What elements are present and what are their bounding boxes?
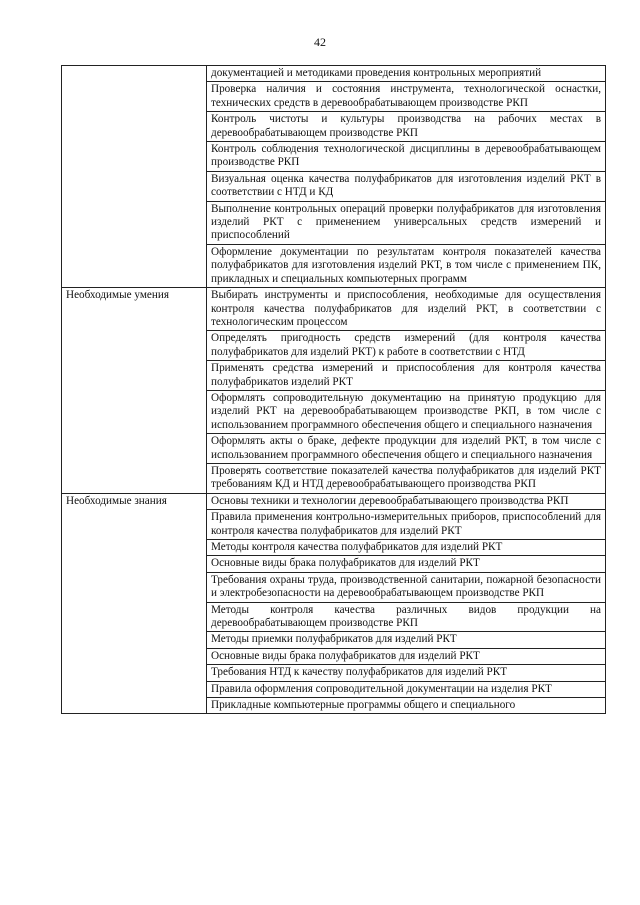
- specification-table-body: [62, 66, 606, 714]
- requirement-item: Оформлять сопроводительную документацию на принятую продукцию для изделий РКТ на деревообрабатывающем производстве РКП, в том числе с использованием программного обеспечения общего и специального назначения: [207, 390, 606, 433]
- requirement-item: Основы техники и технологии деревообрабатывающего производства РКП: [207, 493, 606, 509]
- requirement-item: Определять пригодность средств измерений (для контроля качества полуфабрикатов для изделий РКТ) к работе в соответствии с НТД: [207, 331, 606, 361]
- table-row: [62, 493, 606, 509]
- requirement-item: Методы приемки полуфабрикатов для изделий РКТ: [207, 632, 606, 648]
- requirement-item: Выполнение контрольных операций проверки полуфабрикатов для изготовления изделий РКТ с применением универсальных средств измерений и приспособлений: [207, 201, 606, 244]
- requirement-item: Визуальная оценка качества полуфабрикатов для изготовления изделий РКТ в соответствии с НТД и КД: [207, 171, 606, 201]
- requirement-item: Требования охраны труда, производственной санитарии, пожарной безопасности и электробезопасности на деревообрабатывающем производстве РКП: [207, 572, 606, 602]
- requirement-item: Проверять соответствие показателей качества полуфабрикатов для изделий РКТ требованиям КД и НТД деревообрабатывающего производства РКП: [207, 463, 606, 493]
- table-row: [62, 66, 606, 82]
- requirement-item: Основные виды брака полуфабрикатов для изделий РКТ: [207, 556, 606, 572]
- requirement-item: документацией и методиками проведения контрольных мероприятий: [207, 66, 606, 82]
- requirement-item: Контроль соблюдения технологической дисциплины в деревообрабатывающем производстве РКП: [207, 142, 606, 172]
- requirement-item: Правила применения контрольно-измерительных приборов, приспособлений для контроля качества полуфабрикатов для изделий РКТ: [207, 510, 606, 540]
- requirement-item: Методы контроля качества полуфабрикатов для изделий РКТ: [207, 540, 606, 556]
- specification-table: [61, 65, 606, 714]
- table-row: [62, 288, 606, 331]
- requirement-item: Прикладные компьютерные программы общего и специального: [207, 698, 606, 714]
- requirement-item: Методы контроля качества различных видов продукции на деревообрабатывающем производстве РКП: [207, 602, 606, 632]
- page-number: 42: [314, 35, 326, 49]
- requirement-item: Проверка наличия и состояния инструмента, технологической оснастки, технических средств в деревообрабатывающем производстве РКП: [207, 82, 606, 112]
- requirement-item: Выбирать инструменты и приспособления, необходимые для осуществления контроля качества полуфабрикатов для изделий РКТ, в соответствии с технологическим процессом: [207, 288, 606, 331]
- section-label: [62, 66, 207, 288]
- section-label: Необходимые знания: [62, 493, 207, 714]
- requirement-item: Требования НТД к качеству полуфабрикатов для изделий РКТ: [207, 665, 606, 681]
- requirement-item: Контроль чистоты и культуры производства на рабочих местах в деревообрабатывающем производстве РКП: [207, 112, 606, 142]
- requirement-item: Оформление документации по результатам контроля показателей качества полуфабрикатов для изготовления изделий РКТ, в том числе с применением ПК, прикладных и специальных компьютерных программ: [207, 244, 606, 287]
- section-label: Необходимые умения: [62, 288, 207, 494]
- requirement-item: Оформлять акты о браке, дефекте продукции для изделий РКТ, в том числе с использованием программного обеспечения общего и специального назначения: [207, 434, 606, 464]
- requirement-item: Применять средства измерений и приспособления для контроля качества полуфабрикатов изделий РКТ: [207, 361, 606, 391]
- requirement-item: Правила оформления сопроводительной документации на изделия РКТ: [207, 681, 606, 697]
- requirement-item: Основные виды брака полуфабрикатов для изделий РКТ: [207, 648, 606, 664]
